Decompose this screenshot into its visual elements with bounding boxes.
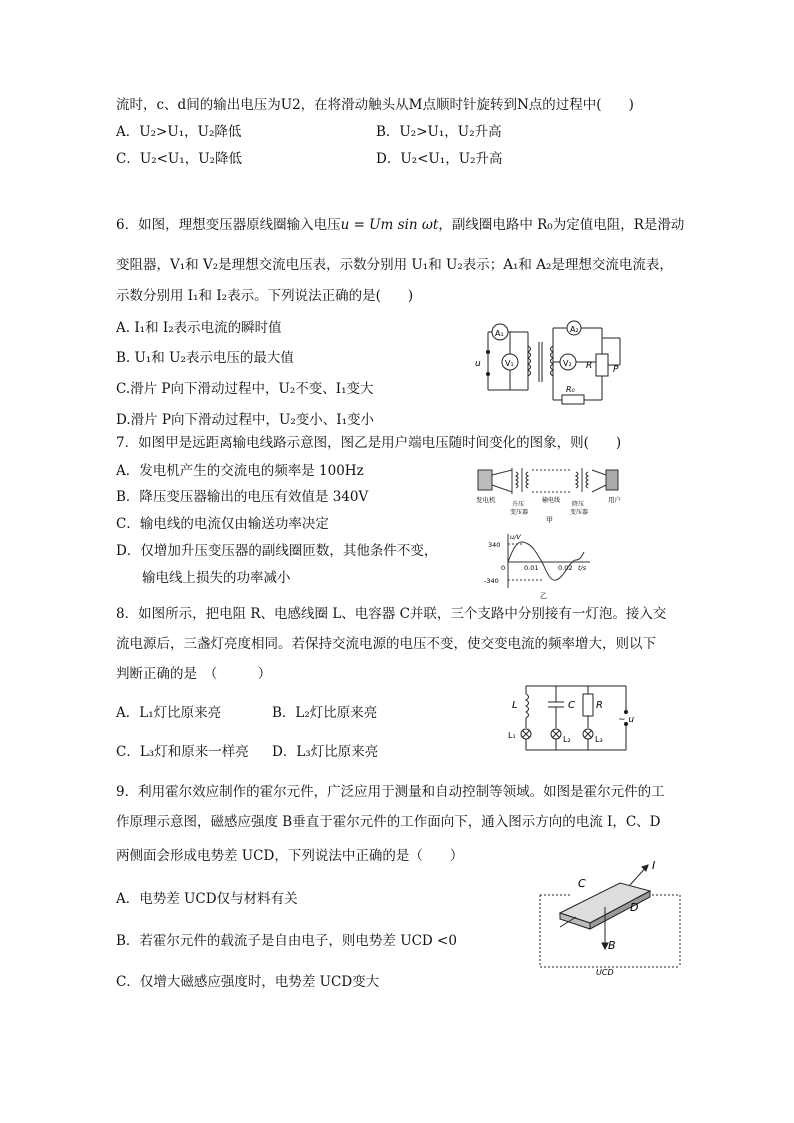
q6-formula: u = Um sin ωt <box>340 217 439 233</box>
q9-fig-c-label: C <box>578 877 586 890</box>
q6-fig-v2-label: V₂ <box>563 359 572 368</box>
q5-option-c[interactable]: C．U₂<U₁，U₂降低 <box>116 151 243 167</box>
q7-fig-jia-label: 甲 <box>546 516 553 524</box>
q6-stem-line1 <box>116 215 684 235</box>
q6-fig-r-label: R <box>586 361 593 371</box>
q6-stem-line2: 变阻器，V₁和 V₂是理想交流电压表，示数分别用 U₁和 U₂表示；A₁和 A₂是理想交流电流表， <box>116 257 673 273</box>
q8-fig-l1-label: L₁ <box>508 731 516 740</box>
q8-fig-l3-label: L₃ <box>595 735 603 744</box>
q7-option-a[interactable]: A．发电机产生的交流电的频率是 100Hz <box>116 463 364 479</box>
q6-stem-part1: 6．如图，理想变压器原线圈输入电压 <box>116 217 341 233</box>
q9-fig-d-label: D <box>630 901 639 914</box>
q7-fig-stepdown-label: 降压 <box>572 501 585 508</box>
q9-stem-line1: 9．利用霍尔效应制作的霍尔元件，广泛应用于测量和自动控制等领域。如图是霍尔元件的工 <box>116 784 665 800</box>
q9-hall-element-figure <box>530 855 690 977</box>
q8-option-c[interactable]: C．L₃灯和原来一样亮 <box>116 744 249 760</box>
q9-stem-line2: 作原理示意图，磁感应强度 B垂直于霍尔元件的工作面向下，通入图示方向的电流 I，C、D <box>116 814 661 830</box>
q7-graph-ymin: -340 <box>484 577 499 585</box>
q7-graph-origin: 0 <box>501 564 506 572</box>
q8-option-a[interactable]: A．L₁灯比原来亮 <box>116 705 222 721</box>
q7-fig-stepup-label2: 变压器 <box>510 509 529 516</box>
q6-transformer-circuit-figure <box>470 318 640 410</box>
q7-graph-yi-label: 乙 <box>540 592 547 600</box>
q5-stem: 流时，c、d间的输出电压为U2，在将滑动触头从M点顺时针旋转到N点的过程中( ) <box>116 97 634 113</box>
q7-graph-xlabel: t/s <box>578 564 587 572</box>
q8-option-b[interactable]: B．L₂灯比原来亮 <box>272 705 378 721</box>
q8-stem-line3: 判断正确的是 （ ） <box>116 666 272 682</box>
q7-voltage-graph <box>484 530 594 600</box>
q6-fig-p-label: P <box>613 365 619 375</box>
q9-option-c[interactable]: C．仅增大磁感应强度时，电势差 UCD变大 <box>116 974 380 990</box>
q8-fig-c-label: C <box>568 700 575 711</box>
q7-graph-x2: 0.02 <box>558 564 573 572</box>
q6-stem-part2: ，副线圈电路中 R₀为定值电阻，R是滑动 <box>438 217 685 233</box>
q9-stem-line3: 两侧面会形成电势差 UCD，下列说法中正确的是（ ） <box>116 848 464 864</box>
q9-fig-ucd-label: UCD <box>596 968 614 977</box>
q7-fig-user-label: 用户 <box>608 496 621 504</box>
q7-graph-x1: 0.01 <box>524 564 539 572</box>
q8-fig-u-label: ~ u <box>618 715 635 725</box>
q6-fig-r0-label: R₀ <box>566 385 575 394</box>
q5-option-d[interactable]: D．U₂<U₁，U₂升高 <box>376 151 503 167</box>
q7-fig-generator-label: 发电机 <box>476 496 496 504</box>
q7-graph-ymax: 340 <box>488 541 501 549</box>
q7-option-d-line2[interactable]: 输电线上损失的功率减小 <box>142 570 291 586</box>
q7-option-d-line1[interactable]: D．仅增加升压变压器的副线圈匝数，其他条件不变， <box>116 543 438 559</box>
q7-fig-stepdown-label2: 变压器 <box>570 509 589 516</box>
q5-option-b[interactable]: B．U₂>U₁，U₂升高 <box>376 124 502 140</box>
q8-option-d[interactable]: D．L₃灯比原来亮 <box>272 744 379 760</box>
q8-fig-l2-label: L₂ <box>563 735 571 744</box>
q8-stem-line2: 流电源后，三盏灯亮度相同。若保持交流电源的电压不变，使交变电流的频率增大，则以下 <box>116 636 656 652</box>
q6-fig-u-label: u <box>475 359 481 369</box>
q6-option-b[interactable]: B. U₁和 U₂表示电压的最大值 <box>116 350 294 366</box>
q9-fig-i-label: I <box>652 859 656 872</box>
q6-fig-a1-label: A₁ <box>495 329 504 338</box>
q8-stem-line1: 8．如图所示，把电阻 R、电感线圈 L、电容器 C并联，三个支路中分别接有一灯泡。接入交 <box>116 606 667 622</box>
q9-fig-b-label: B <box>608 939 616 952</box>
q6-fig-a2-label: A₂ <box>570 325 579 334</box>
q7-option-b[interactable]: B．降压变压器输出的电压有效值是 340V <box>116 489 369 505</box>
q8-parallel-circuit-figure <box>506 680 638 758</box>
q8-fig-l-label: L <box>512 700 518 711</box>
q7-option-c[interactable]: C．输电线的电流仅由输送功率决定 <box>116 516 329 532</box>
q7-fig-line-label: 输电线 <box>542 497 561 504</box>
q7-transmission-figure <box>474 458 630 526</box>
q6-option-c[interactable]: C.滑片 P向下滑动过程中，U₂不变、I₁变大 <box>116 381 374 397</box>
q9-option-b[interactable]: B．若霍尔元件的载流子是自由电子，则电势差 UCD <0 <box>116 933 457 949</box>
q6-stem-line3: 示数分别用 I₁和 I₂表示。下列说法正确的是( ) <box>116 288 414 304</box>
q6-option-d[interactable]: D.滑片 P向下滑动过程中，U₂变小、I₁变小 <box>116 412 375 428</box>
q8-fig-r-label: R <box>596 700 603 711</box>
q6-option-a[interactable]: A. I₁和 I₂表示电流的瞬时值 <box>116 320 282 336</box>
q7-graph-ylabel: u/V <box>510 533 521 541</box>
q6-fig-v1-label: V₁ <box>505 359 514 368</box>
q7-fig-stepup-label: 升压 <box>512 501 525 508</box>
q5-option-a[interactable]: A．U₂>U₁，U₂降低 <box>116 124 242 140</box>
q7-stem: 7．如图甲是远距离输电线路示意图，图乙是用户端电压随时间变化的图象，则( ) <box>116 435 622 451</box>
q9-option-a[interactable]: A．电势差 UCD仅与材料有关 <box>116 891 298 907</box>
